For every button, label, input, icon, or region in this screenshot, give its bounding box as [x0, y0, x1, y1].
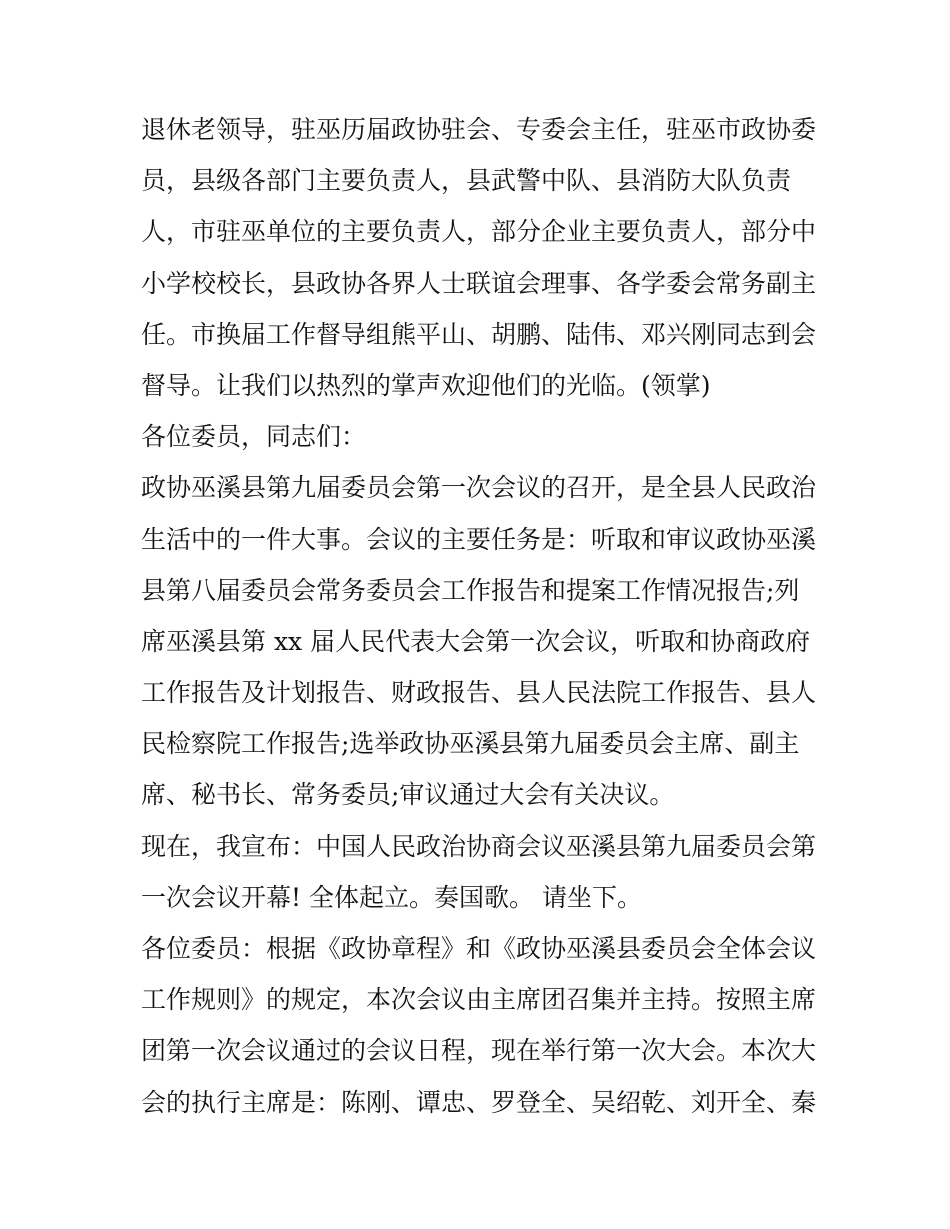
text-line: 一次会议开幕! 全体起立。奏国歌。 请坐下。 — [141, 882, 642, 912]
text-line: 人，市驻巫单位的主要负责人，部分企业主要负责人，部分中 — [141, 217, 817, 247]
text-line: 生活中的一件大事。会议的主要任务是：听取和审议政协巫溪 — [141, 524, 817, 554]
text-line: 会的执行主席是：陈刚、谭忠、罗登全、吴绍乾、刘开全、秦 — [141, 1087, 817, 1117]
text-line: 员，县级各部门主要负责人，县武警中队、县消防大队负责 — [141, 166, 792, 196]
text-line: 任。市换届工作督导组熊平山、胡鹏、陆伟、邓兴刚同志到会 — [141, 319, 817, 349]
text-line: 督导。让我们以热烈的掌声欢迎他们的光临。(领掌) — [141, 370, 711, 400]
text-line: 退休老领导，驻巫历届政协驻会、专委会主任，驻巫市政协委 — [141, 115, 817, 144]
text-line: 现在，我宣布：中国人民政治协商会议巫溪县第九届委员会第 — [141, 831, 817, 861]
text-line: 工作报告及计划报告、财政报告、县人民法院工作报告、县人 — [141, 678, 817, 708]
text-line: 席、秘书长、常务委员;审议通过大会有关决议。 — [141, 780, 675, 810]
text-line: 民检察院工作报告;选举政协巫溪县第九届委员会主席、副主 — [141, 729, 800, 759]
document-body — [141, 104, 821, 1128]
text-line: 工作规则》的规定，本次会议由主席团召集并主持。按照主席 — [141, 985, 817, 1015]
text-line: 县第八届委员会常务委员会工作报告和提案工作情况报告;列 — [141, 575, 800, 605]
text-line: 各位委员：根据《政协章程》和《政协巫溪县委员会全体会议 — [141, 934, 817, 963]
text-line: 政协巫溪县第九届委员会第一次会议的召开，是全县人民政治 — [141, 473, 817, 503]
text-line: 小学校校长，县政协各界人士联谊会理事、各学委会常务副主 — [141, 268, 817, 298]
text-line: 席巫溪县第 xx 届人民代表大会第一次会议，听取和协商政府 — [141, 626, 811, 656]
text-line: 团第一次会议通过的会议日程，现在举行第一次大会。本次大 — [141, 1036, 817, 1066]
salutation-line: 各位委员，同志们： — [141, 422, 367, 452]
